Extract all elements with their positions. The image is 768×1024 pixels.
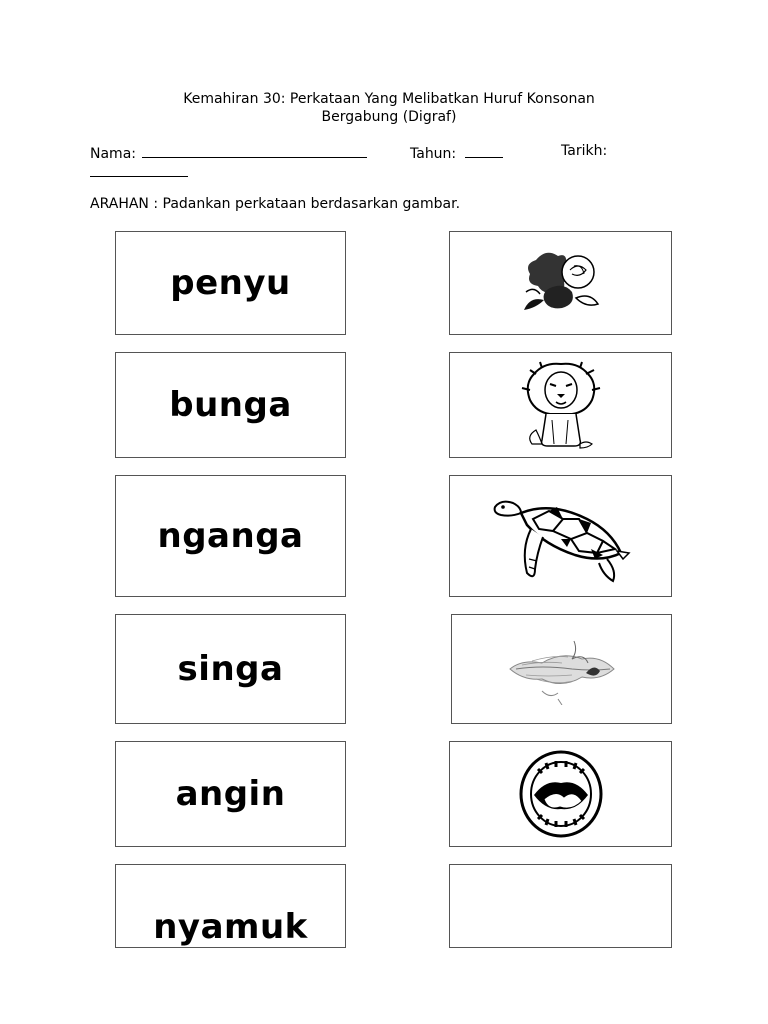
picture-box-5	[449, 741, 672, 847]
nama-blank-line[interactable]	[142, 143, 367, 158]
instruction-text: ARAHAN : Padankan perkataan berdasarkan gambar.	[90, 196, 461, 212]
open-mouth-icon	[516, 749, 606, 839]
worksheet-title	[100, 90, 678, 126]
picture-box-4	[451, 614, 672, 724]
word-box-singa: singa	[115, 614, 346, 724]
nama-label: Nama:	[90, 146, 136, 162]
rose-flower-icon	[516, 248, 606, 318]
tarikh-blank-line[interactable]	[90, 176, 188, 177]
lion-icon	[516, 360, 606, 450]
tarikh-label: Tarikh:	[561, 143, 608, 159]
picture-box-6-empty	[449, 864, 672, 948]
turtle-icon	[491, 489, 631, 584]
picture-box-3	[449, 475, 672, 597]
title-line-2: Bergabung (Digraf)	[321, 109, 457, 125]
word-box-bunga: bunga	[115, 352, 346, 458]
word-box-penyu: penyu	[115, 231, 346, 335]
tarikh-field	[561, 143, 607, 159]
wind-swirl-icon	[502, 633, 622, 705]
title-line-1: Kemahiran 30: Perkataan Yang Melibatkan Huruf Konsonan	[183, 91, 595, 107]
nama-field	[90, 143, 367, 162]
word-box-nyamuk: nyamuk	[115, 864, 346, 948]
word-box-nganga: nganga	[115, 475, 346, 597]
tahun-blank-line[interactable]	[465, 143, 503, 158]
word-box-angin: angin	[115, 741, 346, 847]
tahun-field	[410, 143, 503, 162]
picture-box-1	[449, 231, 672, 335]
tahun-label: Tahun:	[410, 146, 457, 162]
picture-box-2	[449, 352, 672, 458]
